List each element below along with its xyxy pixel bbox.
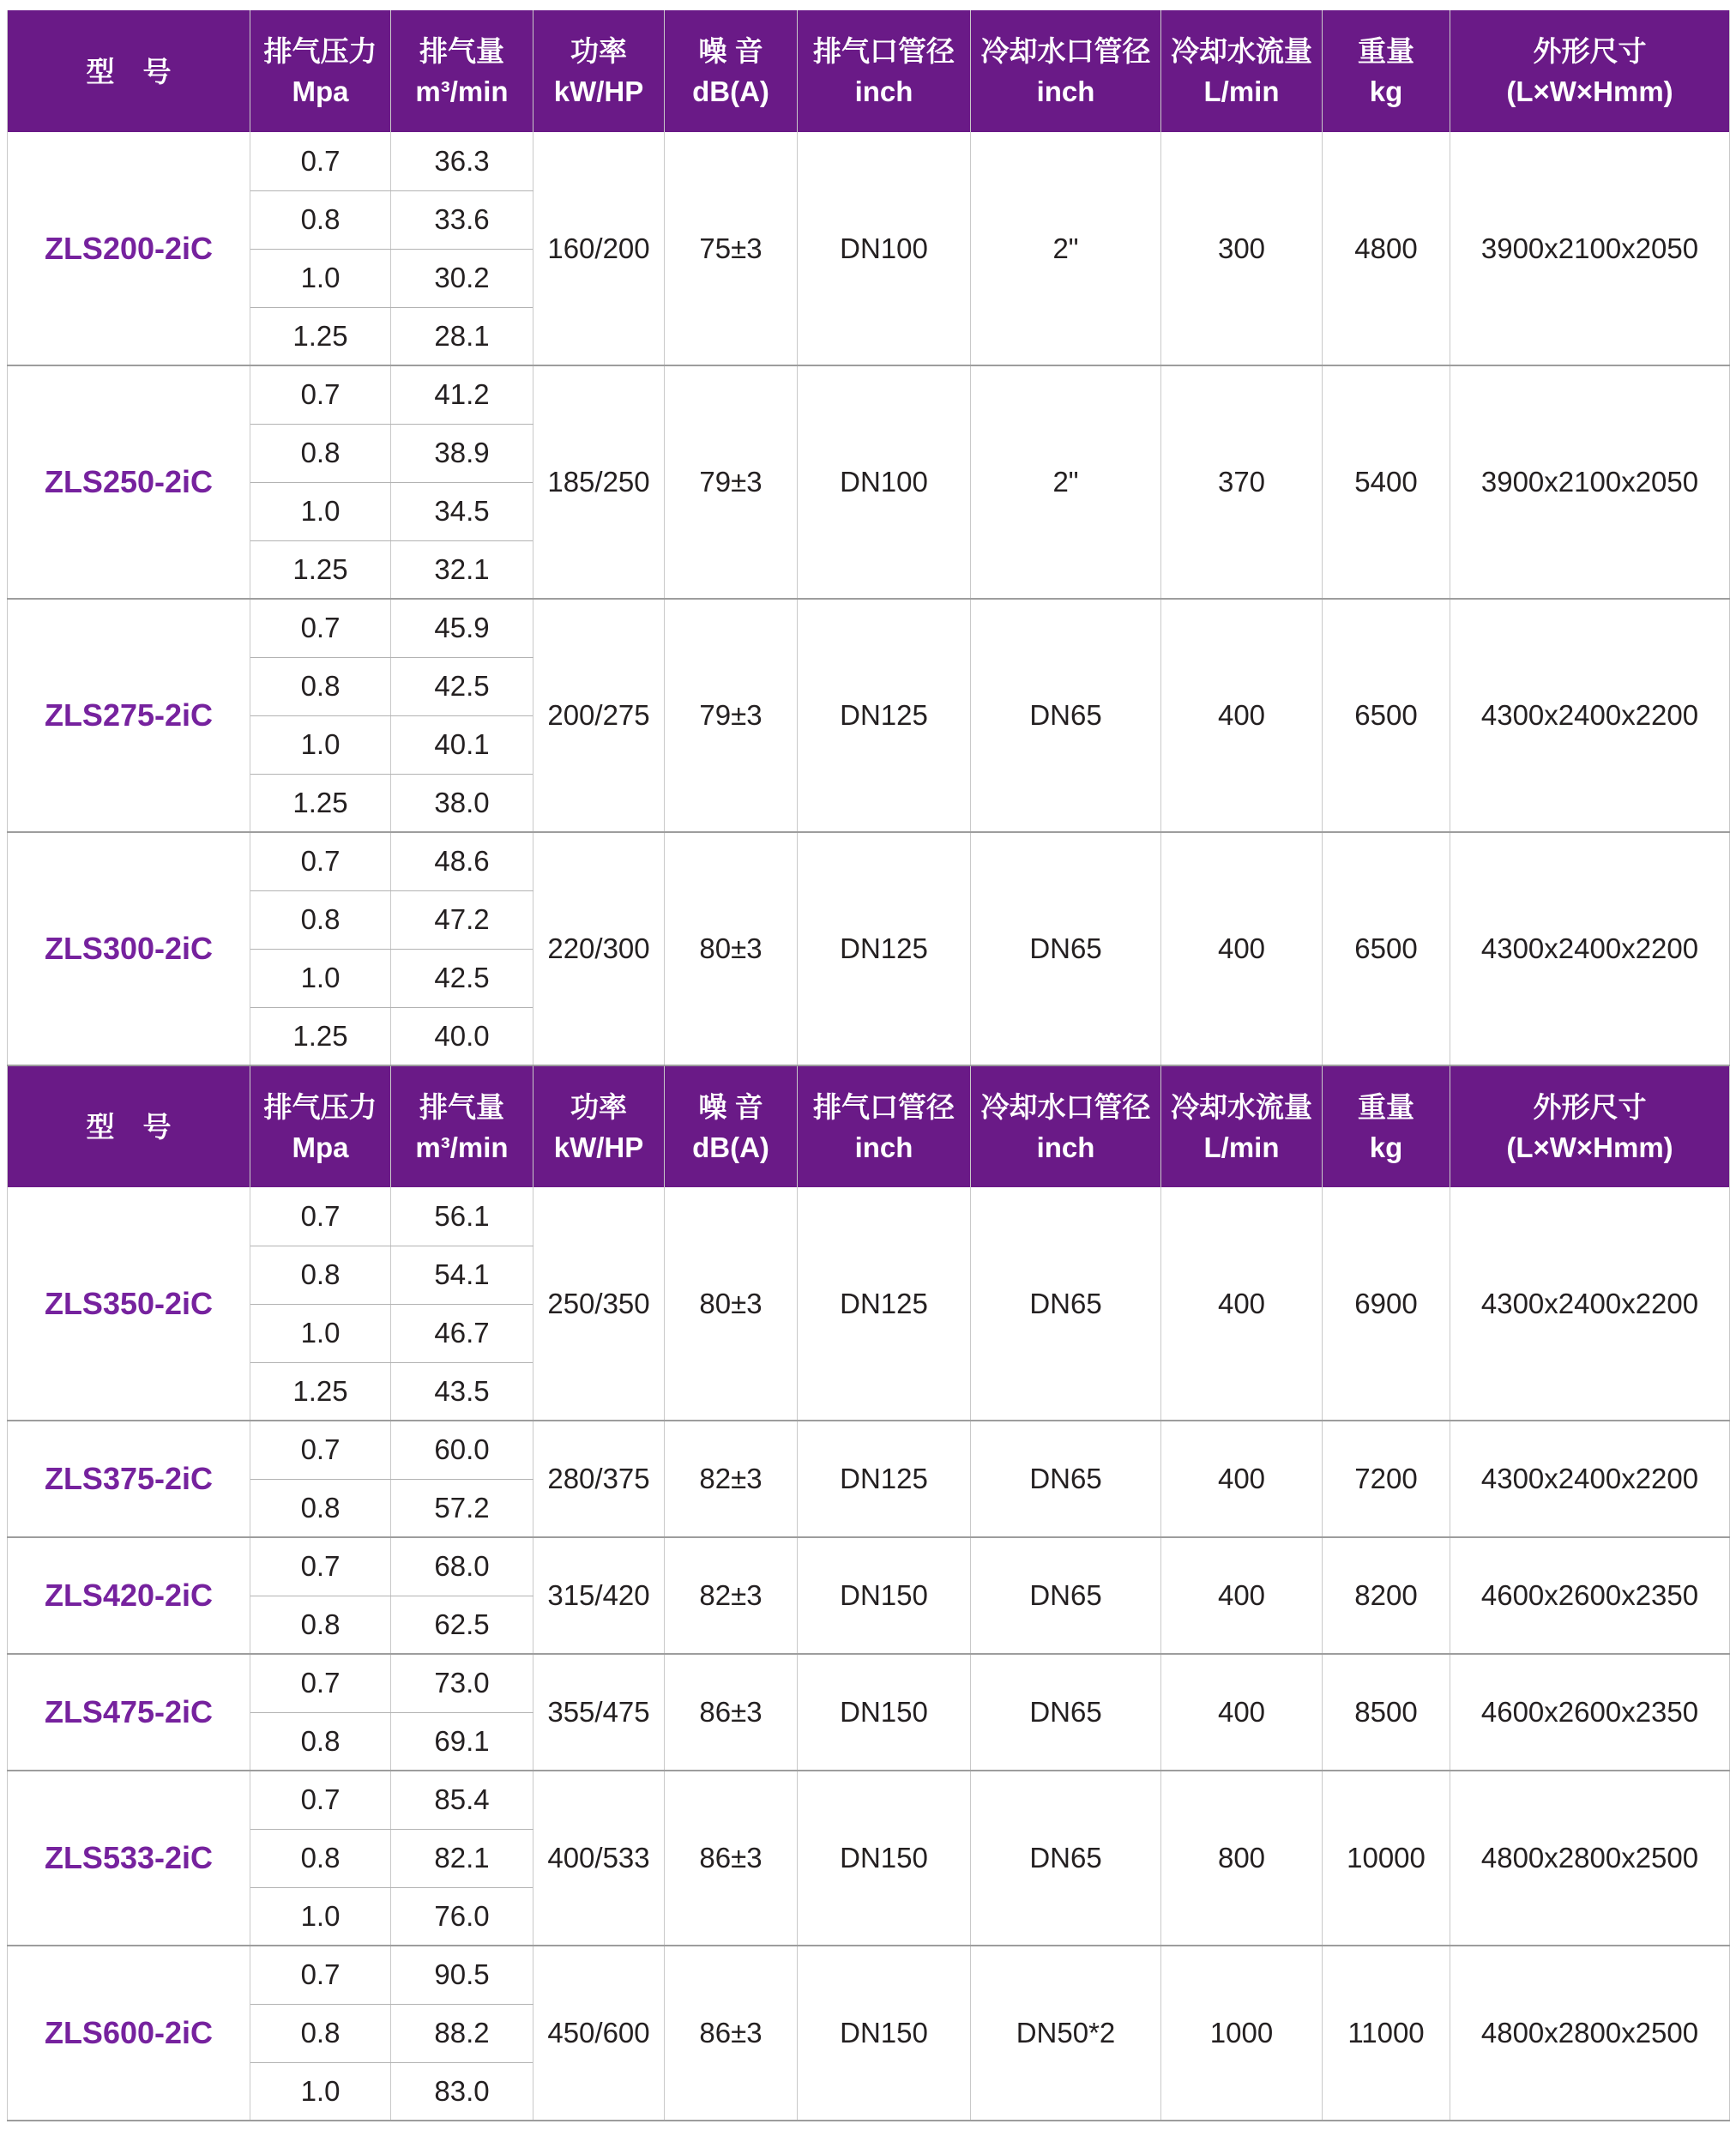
pressure-cell: 0.8 xyxy=(250,2004,391,2062)
weight-cell: 10000 xyxy=(1323,1771,1450,1946)
cooling-port-cell: DN65 xyxy=(971,1771,1161,1946)
displacement-cell: 73.0 xyxy=(391,1654,533,1712)
pressure-cell: 0.7 xyxy=(250,832,391,890)
spec-row xyxy=(8,599,1730,657)
column-header-unit: dB(A) xyxy=(692,75,769,107)
column-header-title: 排气量 xyxy=(419,35,504,67)
pressure-cell: 0.8 xyxy=(250,1829,391,1887)
cooling-flow-cell: 400 xyxy=(1161,1654,1323,1771)
column-header xyxy=(1323,10,1450,132)
column-header-title: 排气压力 xyxy=(263,1090,377,1123)
pressure-cell: 1.0 xyxy=(250,249,391,307)
displacement-cell: 62.5 xyxy=(391,1596,533,1654)
pressure-cell: 0.7 xyxy=(250,1654,391,1712)
pressure-cell: 0.8 xyxy=(250,1596,391,1654)
column-header xyxy=(1323,1065,1450,1187)
power-cell: 280/375 xyxy=(533,1421,665,1537)
cooling-flow-cell: 400 xyxy=(1161,1421,1323,1537)
cooling-port-cell: 2" xyxy=(971,132,1161,365)
column-header-title: 外形尺寸 xyxy=(1533,1090,1647,1123)
column-header xyxy=(250,10,391,132)
pressure-cell: 0.7 xyxy=(250,599,391,657)
spec-row xyxy=(8,1771,1730,1829)
column-header-unit: inch xyxy=(1036,1131,1095,1163)
power-cell: 160/200 xyxy=(533,132,665,365)
column-header-title: 冷却水口管径 xyxy=(980,35,1151,67)
cooling-flow-cell: 400 xyxy=(1161,1187,1323,1421)
displacement-cell: 85.4 xyxy=(391,1771,533,1829)
pressure-cell: 0.8 xyxy=(250,1479,391,1537)
cooling-port-cell: DN65 xyxy=(971,1421,1161,1537)
noise-cell: 86±3 xyxy=(665,1946,798,2121)
cooling-flow-cell: 400 xyxy=(1161,1537,1323,1654)
spec-row xyxy=(8,132,1730,190)
column-header-title: 重量 xyxy=(1358,1090,1414,1123)
column-header-title: 噪 音 xyxy=(698,35,763,67)
spec-row xyxy=(8,1537,1730,1596)
spec-row xyxy=(8,1421,1730,1479)
displacement-cell: 68.0 xyxy=(391,1537,533,1596)
pressure-cell: 1.0 xyxy=(250,715,391,774)
column-header xyxy=(533,10,665,132)
column-header-title: 排气量 xyxy=(419,1090,504,1123)
cooling-flow-cell: 400 xyxy=(1161,599,1323,832)
dimensions-cell: 4600x2600x2350 xyxy=(1450,1654,1730,1771)
displacement-cell: 48.6 xyxy=(391,832,533,890)
outlet-diameter-cell: DN150 xyxy=(798,1654,971,1771)
weight-cell: 8200 xyxy=(1323,1537,1450,1654)
pressure-cell: 1.25 xyxy=(250,540,391,599)
displacement-cell: 43.5 xyxy=(391,1362,533,1421)
pressure-cell: 0.8 xyxy=(250,657,391,715)
dimensions-cell: 3900x2100x2050 xyxy=(1450,132,1730,365)
column-header xyxy=(665,1065,798,1187)
column-header-title: 型 号 xyxy=(86,1111,172,1143)
pressure-cell: 0.7 xyxy=(250,1421,391,1479)
column-header xyxy=(250,1065,391,1187)
spec-row xyxy=(8,1187,1730,1246)
pressure-cell: 0.8 xyxy=(250,424,391,482)
pressure-cell: 1.25 xyxy=(250,774,391,832)
outlet-diameter-cell: DN125 xyxy=(798,1187,971,1421)
cooling-port-cell: DN65 xyxy=(971,1654,1161,1771)
column-header-title: 冷却水流量 xyxy=(1171,35,1312,67)
displacement-cell: 57.2 xyxy=(391,1479,533,1537)
column-header-unit: (L×W×Hmm) xyxy=(1506,1131,1673,1163)
displacement-cell: 28.1 xyxy=(391,307,533,365)
column-header xyxy=(8,10,250,132)
column-header-title: 排气口管径 xyxy=(813,35,955,67)
displacement-cell: 47.2 xyxy=(391,890,533,949)
column-header-unit: kg xyxy=(1369,75,1403,107)
column-header-title: 重量 xyxy=(1358,35,1414,67)
pressure-cell: 0.7 xyxy=(250,365,391,424)
column-header xyxy=(533,1065,665,1187)
displacement-cell: 88.2 xyxy=(391,2004,533,2062)
noise-cell: 82±3 xyxy=(665,1537,798,1654)
spec-row xyxy=(8,365,1730,424)
weight-cell: 6900 xyxy=(1323,1187,1450,1421)
pressure-cell: 1.0 xyxy=(250,482,391,540)
power-cell: 250/350 xyxy=(533,1187,665,1421)
noise-cell: 86±3 xyxy=(665,1771,798,1946)
pressure-cell: 0.7 xyxy=(250,1771,391,1829)
power-cell: 450/600 xyxy=(533,1946,665,2121)
column-header xyxy=(391,10,533,132)
column-header-title: 功率 xyxy=(570,1090,627,1123)
cooling-port-cell: DN65 xyxy=(971,832,1161,1065)
dimensions-cell: 3900x2100x2050 xyxy=(1450,365,1730,599)
outlet-diameter-cell: DN125 xyxy=(798,1421,971,1537)
table-header-row xyxy=(8,10,1730,132)
cooling-flow-cell: 370 xyxy=(1161,365,1323,599)
model-cell: ZLS375-2iC xyxy=(8,1421,250,1537)
column-header-title: 功率 xyxy=(570,35,627,67)
spec-row xyxy=(8,832,1730,890)
pressure-cell: 1.25 xyxy=(250,1007,391,1065)
cooling-port-cell: DN65 xyxy=(971,1187,1161,1421)
cooling-port-cell: DN65 xyxy=(971,599,1161,832)
displacement-cell: 30.2 xyxy=(391,249,533,307)
model-cell: ZLS200-2iC xyxy=(8,132,250,365)
column-header-title: 型 号 xyxy=(86,55,172,87)
column-header xyxy=(665,10,798,132)
column-header-title: 噪 音 xyxy=(698,1090,763,1123)
dimensions-cell: 4300x2400x2200 xyxy=(1450,1421,1730,1537)
dimensions-cell: 4300x2400x2200 xyxy=(1450,1187,1730,1421)
column-header xyxy=(798,10,971,132)
displacement-cell: 82.1 xyxy=(391,1829,533,1887)
power-cell: 185/250 xyxy=(533,365,665,599)
pressure-cell: 1.0 xyxy=(250,1887,391,1946)
displacement-cell: 45.9 xyxy=(391,599,533,657)
weight-cell: 8500 xyxy=(1323,1654,1450,1771)
outlet-diameter-cell: DN150 xyxy=(798,1771,971,1946)
spec-table-body xyxy=(8,10,1730,2121)
dimensions-cell: 4300x2400x2200 xyxy=(1450,599,1730,832)
pressure-cell: 1.25 xyxy=(250,307,391,365)
column-header xyxy=(971,1065,1161,1187)
displacement-cell: 56.1 xyxy=(391,1187,533,1246)
model-cell: ZLS600-2iC xyxy=(8,1946,250,2121)
weight-cell: 6500 xyxy=(1323,832,1450,1065)
compressor-spec-table xyxy=(7,10,1730,2121)
pressure-cell: 0.8 xyxy=(250,190,391,249)
pressure-cell: 1.0 xyxy=(250,949,391,1007)
column-header-title: 冷却水流量 xyxy=(1171,1090,1312,1123)
displacement-cell: 42.5 xyxy=(391,657,533,715)
noise-cell: 82±3 xyxy=(665,1421,798,1537)
pressure-cell: 0.8 xyxy=(250,890,391,949)
pressure-cell: 0.8 xyxy=(250,1712,391,1771)
cooling-port-cell: 2" xyxy=(971,365,1161,599)
model-cell: ZLS250-2iC xyxy=(8,365,250,599)
displacement-cell: 34.5 xyxy=(391,482,533,540)
displacement-cell: 90.5 xyxy=(391,1946,533,2004)
displacement-cell: 42.5 xyxy=(391,949,533,1007)
outlet-diameter-cell: DN125 xyxy=(798,599,971,832)
power-cell: 200/275 xyxy=(533,599,665,832)
spec-table-container xyxy=(7,10,1730,2121)
displacement-cell: 83.0 xyxy=(391,2062,533,2121)
power-cell: 315/420 xyxy=(533,1537,665,1654)
noise-cell: 79±3 xyxy=(665,365,798,599)
column-header-title: 冷却水口管径 xyxy=(980,1090,1151,1123)
pressure-cell: 0.8 xyxy=(250,1246,391,1304)
power-cell: 220/300 xyxy=(533,832,665,1065)
column-header-unit: kg xyxy=(1369,1131,1403,1163)
column-header-unit: kW/HP xyxy=(553,1131,644,1163)
model-cell: ZLS350-2iC xyxy=(8,1187,250,1421)
column-header xyxy=(1161,10,1323,132)
model-cell: ZLS475-2iC xyxy=(8,1654,250,1771)
noise-cell: 79±3 xyxy=(665,599,798,832)
displacement-cell: 46.7 xyxy=(391,1304,533,1362)
column-header-title: 排气压力 xyxy=(263,35,377,67)
weight-cell: 7200 xyxy=(1323,1421,1450,1537)
table-header-row xyxy=(8,1065,1730,1187)
column-header-unit: inch xyxy=(854,1131,913,1163)
column-header xyxy=(971,10,1161,132)
outlet-diameter-cell: DN100 xyxy=(798,365,971,599)
cooling-port-cell: DN65 xyxy=(971,1537,1161,1654)
noise-cell: 80±3 xyxy=(665,1187,798,1421)
cooling-flow-cell: 400 xyxy=(1161,832,1323,1065)
power-cell: 355/475 xyxy=(533,1654,665,1771)
weight-cell: 11000 xyxy=(1323,1946,1450,2121)
column-header xyxy=(391,1065,533,1187)
pressure-cell: 1.25 xyxy=(250,1362,391,1421)
column-header-unit: inch xyxy=(854,75,913,107)
column-header-unit: dB(A) xyxy=(692,1131,769,1163)
weight-cell: 4800 xyxy=(1323,132,1450,365)
pressure-cell: 0.7 xyxy=(250,1946,391,2004)
dimensions-cell: 4600x2600x2350 xyxy=(1450,1537,1730,1654)
column-header-unit: L/min xyxy=(1203,75,1280,107)
model-cell: ZLS300-2iC xyxy=(8,832,250,1065)
outlet-diameter-cell: DN125 xyxy=(798,832,971,1065)
weight-cell: 5400 xyxy=(1323,365,1450,599)
displacement-cell: 36.3 xyxy=(391,132,533,190)
column-header-unit: kW/HP xyxy=(553,75,644,107)
displacement-cell: 38.9 xyxy=(391,424,533,482)
cooling-flow-cell: 300 xyxy=(1161,132,1323,365)
spec-row xyxy=(8,1654,1730,1712)
displacement-cell: 40.1 xyxy=(391,715,533,774)
outlet-diameter-cell: DN150 xyxy=(798,1537,971,1654)
column-header-title: 外形尺寸 xyxy=(1533,35,1647,67)
dimensions-cell: 4300x2400x2200 xyxy=(1450,832,1730,1065)
pressure-cell: 0.7 xyxy=(250,132,391,190)
column-header xyxy=(8,1065,250,1187)
column-header-unit: inch xyxy=(1036,75,1095,107)
pressure-cell: 1.0 xyxy=(250,1304,391,1362)
column-header-unit: L/min xyxy=(1203,1131,1280,1163)
column-header xyxy=(1450,10,1730,132)
column-header-unit: Mpa xyxy=(292,1131,349,1163)
weight-cell: 6500 xyxy=(1323,599,1450,832)
displacement-cell: 60.0 xyxy=(391,1421,533,1479)
spec-row xyxy=(8,1946,1730,2004)
column-header-title: 排气口管径 xyxy=(813,1090,955,1123)
displacement-cell: 33.6 xyxy=(391,190,533,249)
outlet-diameter-cell: DN150 xyxy=(798,1946,971,2121)
column-header xyxy=(798,1065,971,1187)
cooling-port-cell: DN50*2 xyxy=(971,1946,1161,2121)
model-cell: ZLS533-2iC xyxy=(8,1771,250,1946)
column-header xyxy=(1161,1065,1323,1187)
model-cell: ZLS275-2iC xyxy=(8,599,250,832)
model-cell: ZLS420-2iC xyxy=(8,1537,250,1654)
column-header-unit: m³/min xyxy=(415,1131,509,1163)
noise-cell: 86±3 xyxy=(665,1654,798,1771)
displacement-cell: 76.0 xyxy=(391,1887,533,1946)
column-header xyxy=(1450,1065,1730,1187)
column-header-unit: m³/min xyxy=(415,75,509,107)
displacement-cell: 69.1 xyxy=(391,1712,533,1771)
displacement-cell: 54.1 xyxy=(391,1246,533,1304)
noise-cell: 80±3 xyxy=(665,832,798,1065)
displacement-cell: 38.0 xyxy=(391,774,533,832)
column-header-unit: Mpa xyxy=(292,75,349,107)
dimensions-cell: 4800x2800x2500 xyxy=(1450,1946,1730,2121)
displacement-cell: 41.2 xyxy=(391,365,533,424)
dimensions-cell: 4800x2800x2500 xyxy=(1450,1771,1730,1946)
noise-cell: 75±3 xyxy=(665,132,798,365)
column-header-unit: (L×W×Hmm) xyxy=(1506,75,1673,107)
displacement-cell: 32.1 xyxy=(391,540,533,599)
pressure-cell: 0.7 xyxy=(250,1537,391,1596)
pressure-cell: 1.0 xyxy=(250,2062,391,2121)
cooling-flow-cell: 800 xyxy=(1161,1771,1323,1946)
displacement-cell: 40.0 xyxy=(391,1007,533,1065)
pressure-cell: 0.7 xyxy=(250,1187,391,1246)
outlet-diameter-cell: DN100 xyxy=(798,132,971,365)
power-cell: 400/533 xyxy=(533,1771,665,1946)
cooling-flow-cell: 1000 xyxy=(1161,1946,1323,2121)
